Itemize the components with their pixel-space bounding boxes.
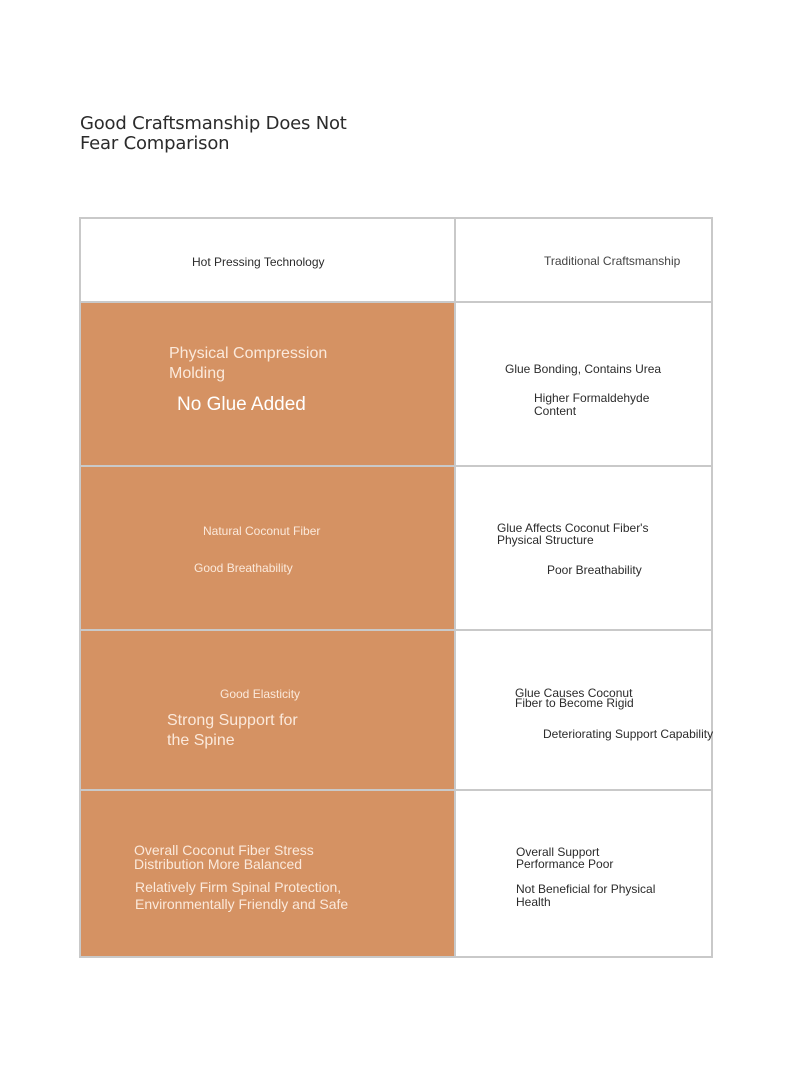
- row-2-right-secondary: Poor Breathability: [547, 563, 642, 577]
- row-1-right-secondary-line1: Higher Formaldehyde: [534, 391, 650, 405]
- row-3-right-secondary: Deteriorating Support Capability: [543, 727, 714, 741]
- row-1-left-primary-line1: Physical Compression: [169, 345, 328, 362]
- page-title: Good Craftsmanship Does Not Fear Comparison: [80, 113, 347, 154]
- header-label-traditional: Traditional Craftsmanship: [544, 254, 681, 268]
- row-1-right-primary: Glue Bonding, Contains Urea: [505, 362, 662, 376]
- row-4-right-secondary-line1: Not Beneficial for Physical: [516, 882, 656, 896]
- row-4-left-secondary-line1: Relatively Firm Spinal Protection,: [135, 879, 342, 895]
- row-1-left-secondary: No Glue Added: [177, 394, 306, 415]
- row-4-left-primary-line2: Distribution More Balanced: [134, 856, 303, 872]
- row-1-traditional: [454, 301, 713, 467]
- row-2-left-primary: Natural Coconut Fiber: [203, 524, 321, 538]
- row-2-left-secondary: Good Breathability: [194, 561, 293, 575]
- row-3-left-secondary-line1: Strong Support for: [167, 712, 298, 729]
- header-hot-pressing: [79, 217, 456, 303]
- row-4-right-primary-line1: Overall Support: [516, 845, 600, 859]
- row-4-left-primary-line1: Overall Coconut Fiber Stress: [134, 842, 314, 858]
- row-1-hot-pressing: [79, 301, 456, 467]
- row-3-hot-pressing: [79, 629, 456, 791]
- row-3-right-primary-line1: Glue Causes Coconut: [515, 686, 633, 700]
- header-label-hot-pressing: Hot Pressing Technology: [192, 255, 325, 269]
- row-1-left-primary-line2: Molding: [169, 365, 226, 382]
- comparison-table: [79, 217, 713, 958]
- row-3-traditional: [454, 629, 713, 791]
- header-traditional: [454, 217, 713, 303]
- row-1-right-secondary-line2: Content: [534, 404, 577, 418]
- row-2-right-primary-line1: Glue Affects Coconut Fiber's: [497, 521, 649, 535]
- row-4-right-primary-line2: Performance Poor: [516, 857, 614, 871]
- row-2-hot-pressing: [79, 465, 456, 631]
- row-4-left-secondary-line2: Environmentally Friendly and Safe: [135, 896, 349, 912]
- row-2-right-primary-line2: Physical Structure: [497, 533, 594, 547]
- row-3-left-secondary-line2: the Spine: [167, 732, 235, 749]
- row-4-traditional: [454, 789, 713, 958]
- row-2-traditional: [454, 465, 713, 631]
- row-3-right-primary-line2: Fiber to Become Rigid: [515, 696, 634, 710]
- row-4-right-secondary-line2: Health: [516, 895, 551, 909]
- row-3-left-primary: Good Elasticity: [220, 687, 301, 701]
- row-4-hot-pressing: [79, 789, 456, 958]
